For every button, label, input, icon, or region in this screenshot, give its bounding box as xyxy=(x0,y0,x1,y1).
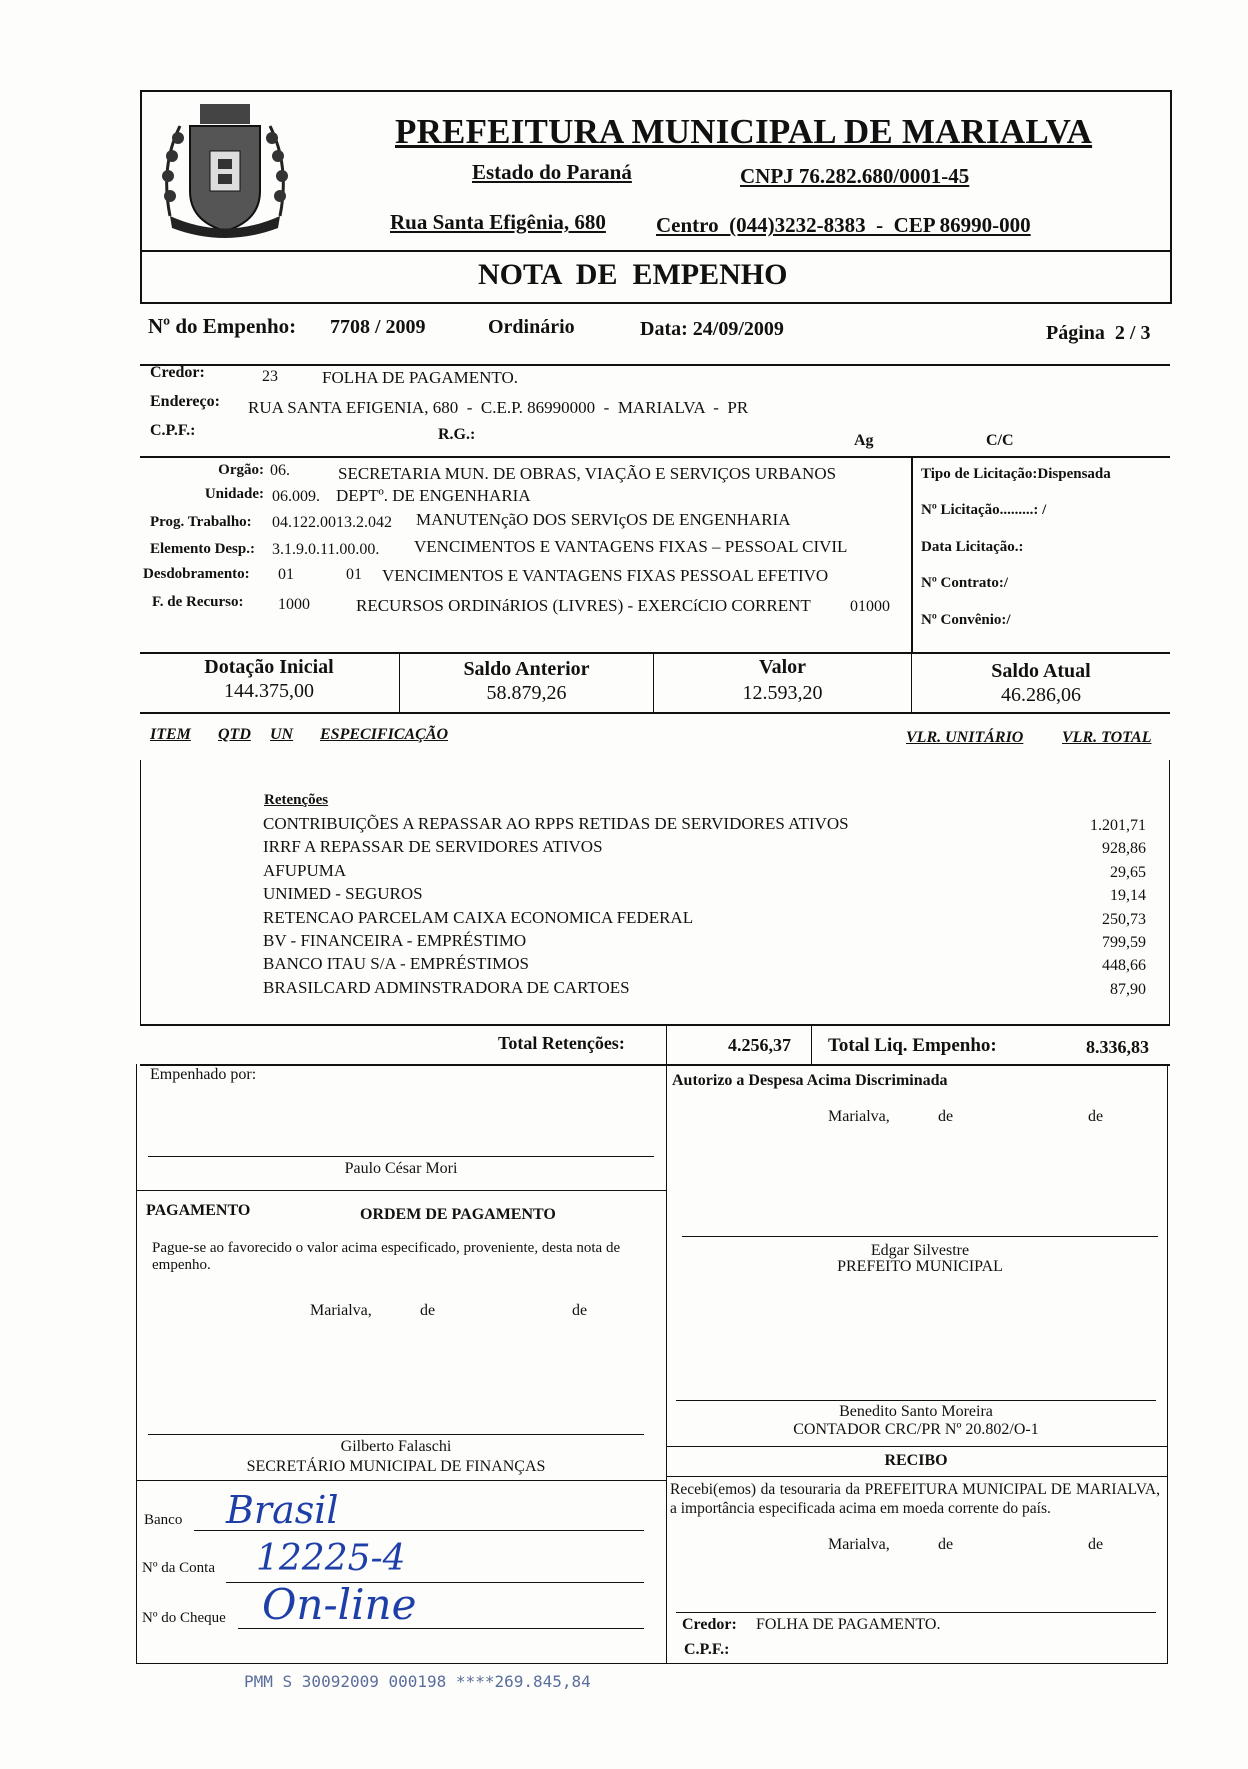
total-retencoes-label: Total Retenções: xyxy=(498,1033,625,1053)
coat-of-arms-logo xyxy=(150,96,300,246)
autorizo-de-1: de xyxy=(938,1108,954,1125)
prefeito-name: Edgar Silvestre xyxy=(870,1242,970,1259)
saldo-anterior-label: Saldo Anterior xyxy=(463,658,590,680)
contador-name: Benedito Santo Moreira xyxy=(839,1403,993,1420)
retencao-value: 448,66 xyxy=(1102,957,1146,975)
total-retencoes-value: 4.256,37 xyxy=(728,1035,791,1055)
retencoes-title: Retenções xyxy=(264,792,329,808)
empenho-type: Ordinário xyxy=(488,316,575,338)
retencao-value: 19,14 xyxy=(1110,887,1146,905)
credor-name: FOLHA DE PAGAMENTO. xyxy=(322,368,518,387)
prefeitura-title: PREFEITURA MUNICIPAL DE MARIALVA xyxy=(395,112,1093,151)
credor-label: Credor: xyxy=(150,364,205,381)
empenho-number: 7708 / 2009 xyxy=(330,316,426,338)
vlr-total-col-header: VLR. TOTAL xyxy=(1062,729,1152,746)
un-col-header: UN xyxy=(270,726,294,743)
retencao-desc: IRRF A REPASSAR DE SERVIDORES ATIVOS xyxy=(263,837,603,857)
elemento-label: Elemento Desp.: xyxy=(150,541,255,557)
page-number: Página 2 / 3 xyxy=(1046,322,1151,344)
empenhado-por-label: Empenhado por: xyxy=(150,1066,257,1083)
licitacao-tipo xyxy=(921,466,1111,483)
retencao-value: 87,90 xyxy=(1110,980,1146,998)
saldo-anterior-value: 58.879,26 xyxy=(486,682,567,704)
cc-label: C/C xyxy=(986,432,1014,449)
desdobramento-code-1: 01 xyxy=(278,566,294,583)
retencao-desc: BANCO ITAU S/A - EMPRÉSTIMOS xyxy=(263,954,529,974)
pagamento-de-1: de xyxy=(420,1302,436,1319)
district-phone-cep: Centro (044)3232-8383 - CEP 86990-000 xyxy=(656,213,1031,237)
conta-label: Nº da Conta xyxy=(142,1560,215,1576)
ag-label: Ag xyxy=(854,432,874,449)
qtd-col-header: QTD xyxy=(218,726,251,743)
retencao-value: 250,73 xyxy=(1102,910,1146,928)
autorizo-de-2: de xyxy=(1088,1108,1104,1125)
cpf-label: C.P.F.: xyxy=(150,422,196,439)
cheque-handwritten: On-line xyxy=(262,1580,417,1629)
recibo-credor-label: Credor: xyxy=(682,1616,737,1633)
recurso-code: 1000 xyxy=(278,596,310,613)
licitacao-numero: Nº Licitação.........: / xyxy=(921,502,1047,518)
licitacao-data: Data Licitação.: xyxy=(921,539,1024,555)
recibo-de-1: de xyxy=(938,1536,954,1553)
item-col-header: ITEM xyxy=(150,726,191,743)
estado: Estado do Paraná xyxy=(472,160,632,184)
dotacao-value: 144.375,00 xyxy=(224,680,314,702)
licitacao-tipo-text: Tipo de Licitação:Dispensada xyxy=(921,466,1111,482)
convenio: Nº Convênio:/ xyxy=(921,612,1011,628)
orgao-label: Orgão: xyxy=(218,462,264,478)
orgao-code: 06. xyxy=(270,462,290,479)
unidade-desc: DEPTº. DE ENGENHARIA xyxy=(336,486,531,505)
authentication-stamp: PMM S 30092009 000198 ****269.845,84 xyxy=(244,1672,591,1691)
pagamento-label: PAGAMENTO xyxy=(146,1202,251,1219)
desdobramento-label: Desdobramento: xyxy=(143,566,250,582)
recibo-credor-name: FOLHA DE PAGAMENTO. xyxy=(756,1616,941,1633)
elemento-code: 3.1.9.0.11.00.00. xyxy=(272,541,380,558)
secretario-title: SECRETÁRIO MUNICIPAL DE FINANÇAS xyxy=(246,1458,546,1475)
total-liquido-value: 8.336,83 xyxy=(1086,1037,1149,1057)
saldo-atual-label: Saldo Atual xyxy=(991,660,1091,682)
retencao-desc: BRASILCARD ADMINSTRADORA DE CARTOES xyxy=(263,977,630,997)
valor-label: Valor xyxy=(758,656,807,678)
recibo-title: RECIBO xyxy=(884,1452,948,1469)
retencao-desc: AFUPUMA xyxy=(263,860,347,880)
elemento-desc: VENCIMENTOS E VANTAGENS FIXAS – PESSOAL CIVIL xyxy=(414,537,848,556)
autorizo-text: Autorizo a Despesa Acima Discriminada xyxy=(672,1072,948,1089)
banco-handwritten: Brasil xyxy=(226,1488,339,1532)
total-liquido-label: Total Liq. Empenho: xyxy=(828,1035,997,1056)
prog-code: 04.122.0013.2.042 xyxy=(272,514,392,531)
endereco-label: Endereço: xyxy=(150,393,220,410)
prog-label: Prog. Trabalho: xyxy=(150,514,252,530)
retencao-value: 799,59 xyxy=(1102,934,1146,951)
unidade-label: Unidade: xyxy=(204,486,264,502)
saldo-atual-value: 46.286,06 xyxy=(1001,684,1081,706)
retencao-desc: CONTRIBUIÇÕES A REPASSAR AO RPPS RETIDAS DE SERVIDORES ATIVOS xyxy=(263,814,849,833)
recibo-de-2: de xyxy=(1088,1536,1104,1553)
cheque-label: Nº do Cheque xyxy=(142,1610,226,1626)
prog-desc: MANUTENçãO DOS SERVIçOS DE ENGENHARIA xyxy=(416,510,791,529)
prefeito-title: PREFEITO MUNICIPAL xyxy=(837,1258,1003,1275)
retencao-value: 29,65 xyxy=(1110,863,1146,881)
cnpj: CNPJ 76.282.680/0001-45 xyxy=(740,164,970,188)
recurso-label: F. de Recurso: xyxy=(152,594,244,610)
retencao-desc: UNIMED - SEGUROS xyxy=(263,884,423,904)
retencao-desc: RETENCAO PARCELAM CAIXA ECONOMICA FEDERAL xyxy=(263,907,694,927)
secretario-name: Gilberto Falaschi xyxy=(340,1438,452,1455)
credor-code: 23 xyxy=(262,368,278,385)
street-address: Rua Santa Efigênia, 680 xyxy=(390,210,606,234)
recibo-place: Marialva, xyxy=(828,1536,890,1553)
valor-value: 12.593,20 xyxy=(742,682,823,704)
ordem-pagamento-label: ORDEM DE PAGAMENTO xyxy=(360,1206,556,1223)
retencao-value: 1.201,71 xyxy=(1090,817,1146,834)
recurso-desc: RECURSOS ORDINáRIOS (LIVRES) - EXERCíCIO CORRENT xyxy=(356,596,811,615)
recurso-code-2: 01000 xyxy=(850,598,890,615)
conta-handwritten: 12225-4 xyxy=(256,1538,406,1579)
desdobramento-desc: VENCIMENTOS E VANTAGENS FIXAS PESSOAL EFETIVO xyxy=(382,566,829,585)
recibo-text: Recebi(emos) da tesouraria da PREFEITURA MUNICIPAL DE MARIALVA, a importância especificada acima em moeda corrente do país. xyxy=(670,1481,1160,1517)
vlr-unitario-col-header: VLR. UNITÁRIO xyxy=(906,729,1024,746)
retencao-value: 928,86 xyxy=(1102,840,1146,858)
document-title: NOTA DE EMPENHO xyxy=(478,258,788,291)
recibo-cpf-label: C.P.F.: xyxy=(684,1641,730,1658)
retencao-desc: BV - FINANCEIRA - EMPRÉSTIMO xyxy=(263,931,527,950)
dotacao-label: Dotação Inicial xyxy=(204,656,334,678)
contrato: Nº Contrato:/ xyxy=(921,575,1009,591)
empenho-number-label: Nº do Empenho: xyxy=(148,314,297,338)
rg-label: R.G.: xyxy=(438,426,476,443)
pagamento-de-2: de xyxy=(572,1302,588,1319)
endereco: RUA SANTA EFIGENIA, 680 - C.E.P. 86990000 - MARIALVA - PR xyxy=(248,398,749,417)
empenhado-por-name: Paulo César Mori xyxy=(344,1160,458,1177)
pagamento-text: Pague-se ao favorecido o valor acima especificado, proveniente, desta nota de empenho. xyxy=(152,1240,621,1273)
especificacao-col-header: ESPECIFICAÇÃO xyxy=(320,726,449,743)
autorizo-place: Marialva, xyxy=(828,1108,890,1125)
contador-title: CONTADOR CRC/PR Nº 20.802/O-1 xyxy=(793,1421,1039,1438)
empenho-date: Data: 24/09/2009 xyxy=(640,318,784,340)
pagamento-place: Marialva, xyxy=(310,1302,372,1319)
banco-label: Banco xyxy=(144,1512,183,1528)
desdobramento-code-2: 01 xyxy=(346,566,362,583)
unidade-code: 06.009. xyxy=(272,488,320,505)
orgao-desc: SECRETARIA MUN. DE OBRAS, VIAÇÃO E SERVIÇOS URBANOS xyxy=(338,464,837,483)
